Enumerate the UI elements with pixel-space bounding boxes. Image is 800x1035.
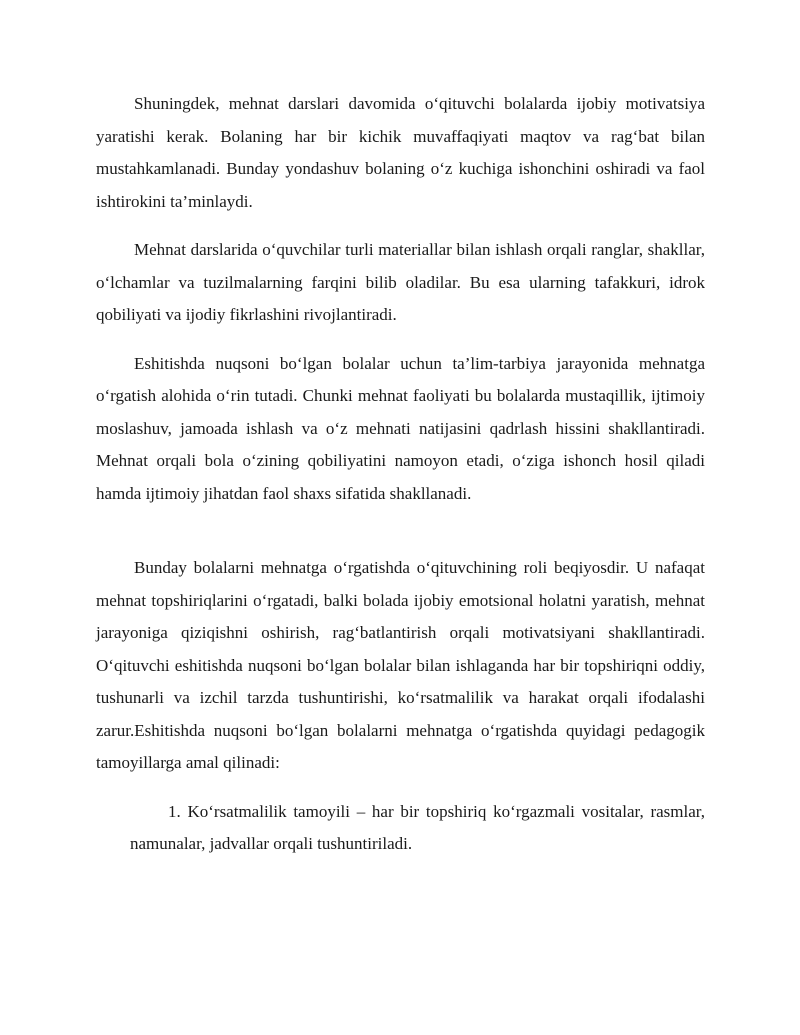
paragraph-hearing-impaired: Eshitishda nuqsoni bo‘lgan bolalar uchun ta’lim-tarbiya jarayonida mehnatga o‘rgatish alohida o‘rin tutadi. Chunki mehnat faoliyati bu bolalarda mustaqillik, ijtimoiy moslashuv, jamoada ishlash va o‘z mehnati natijasini qadrlash hissini shakllantiradi. Mehnat orqali bola o‘zining qobiliyatini namoyon etadi, o‘ziga ishonch hosil qiladi hamda ijtimoiy jihatdan faol shaxs sifatida shakllanadi. [96,353,705,503]
paragraph-teacher-role: Bunday bolalarni mehnatga o‘rgatishda o‘qituvchining roli beqiyosdir. U nafaqat mehnat topshiriqlarini o‘rgatadi, balki bolada ijobiy emotsional holatni yaratish, mehnat jarayoniga qiziqishni oshirish, rag‘batlantirish orqali motivatsiyani shakllantiradi. O‘qituvchi eshitishda nuqsoni bo‘lgan bolalar bilan ishlaganda har bir topshiriqni oddiy, tushunarli va izchil tarzda tushuntirishi, ko‘rsatmalilik va harakat orqali ifodalashi zarur.Eshitishda nuqsoni bo‘lgan bolalarni mehnatga o‘rgatishda quyidagi pedagogik tamoyillarga amal qilinadi: [96,558,705,772]
paragraph-materials: Mehnat darslarida o‘quvchilar turli materiallar bilan ishlash orqali ranglar, shakllar, o‘lchamlar va tuzilmalarning farqini bilib oladilar. Bu esa ularning tafakkuri, idrok qobiliyati va ijodiy fikrlashini rivojlantiradi. [96,240,705,324]
document-body [96,88,705,861]
paragraph-motivation: Shuningdek, mehnat darslari davomida o‘qituvchi bolalarda ijobiy motivatsiya yaratishi kerak. Bolaning har bir kichik muvaffaqiyati maqtov va rag‘bat bilan mustahkamlanadi. Bunday yondashuv bolaning o‘z kuchiga ishonchini oshiradi va faol ishtirokini ta’minlaydi. [96,94,705,211]
list-item-visual-principle: 1. Ko‘rsatmalilik tamoyili – har bir topshiriq ko‘rgazmali vositalar, rasmlar, namunalar, jadvallar orqali tushuntiriladi. [130,801,705,853]
